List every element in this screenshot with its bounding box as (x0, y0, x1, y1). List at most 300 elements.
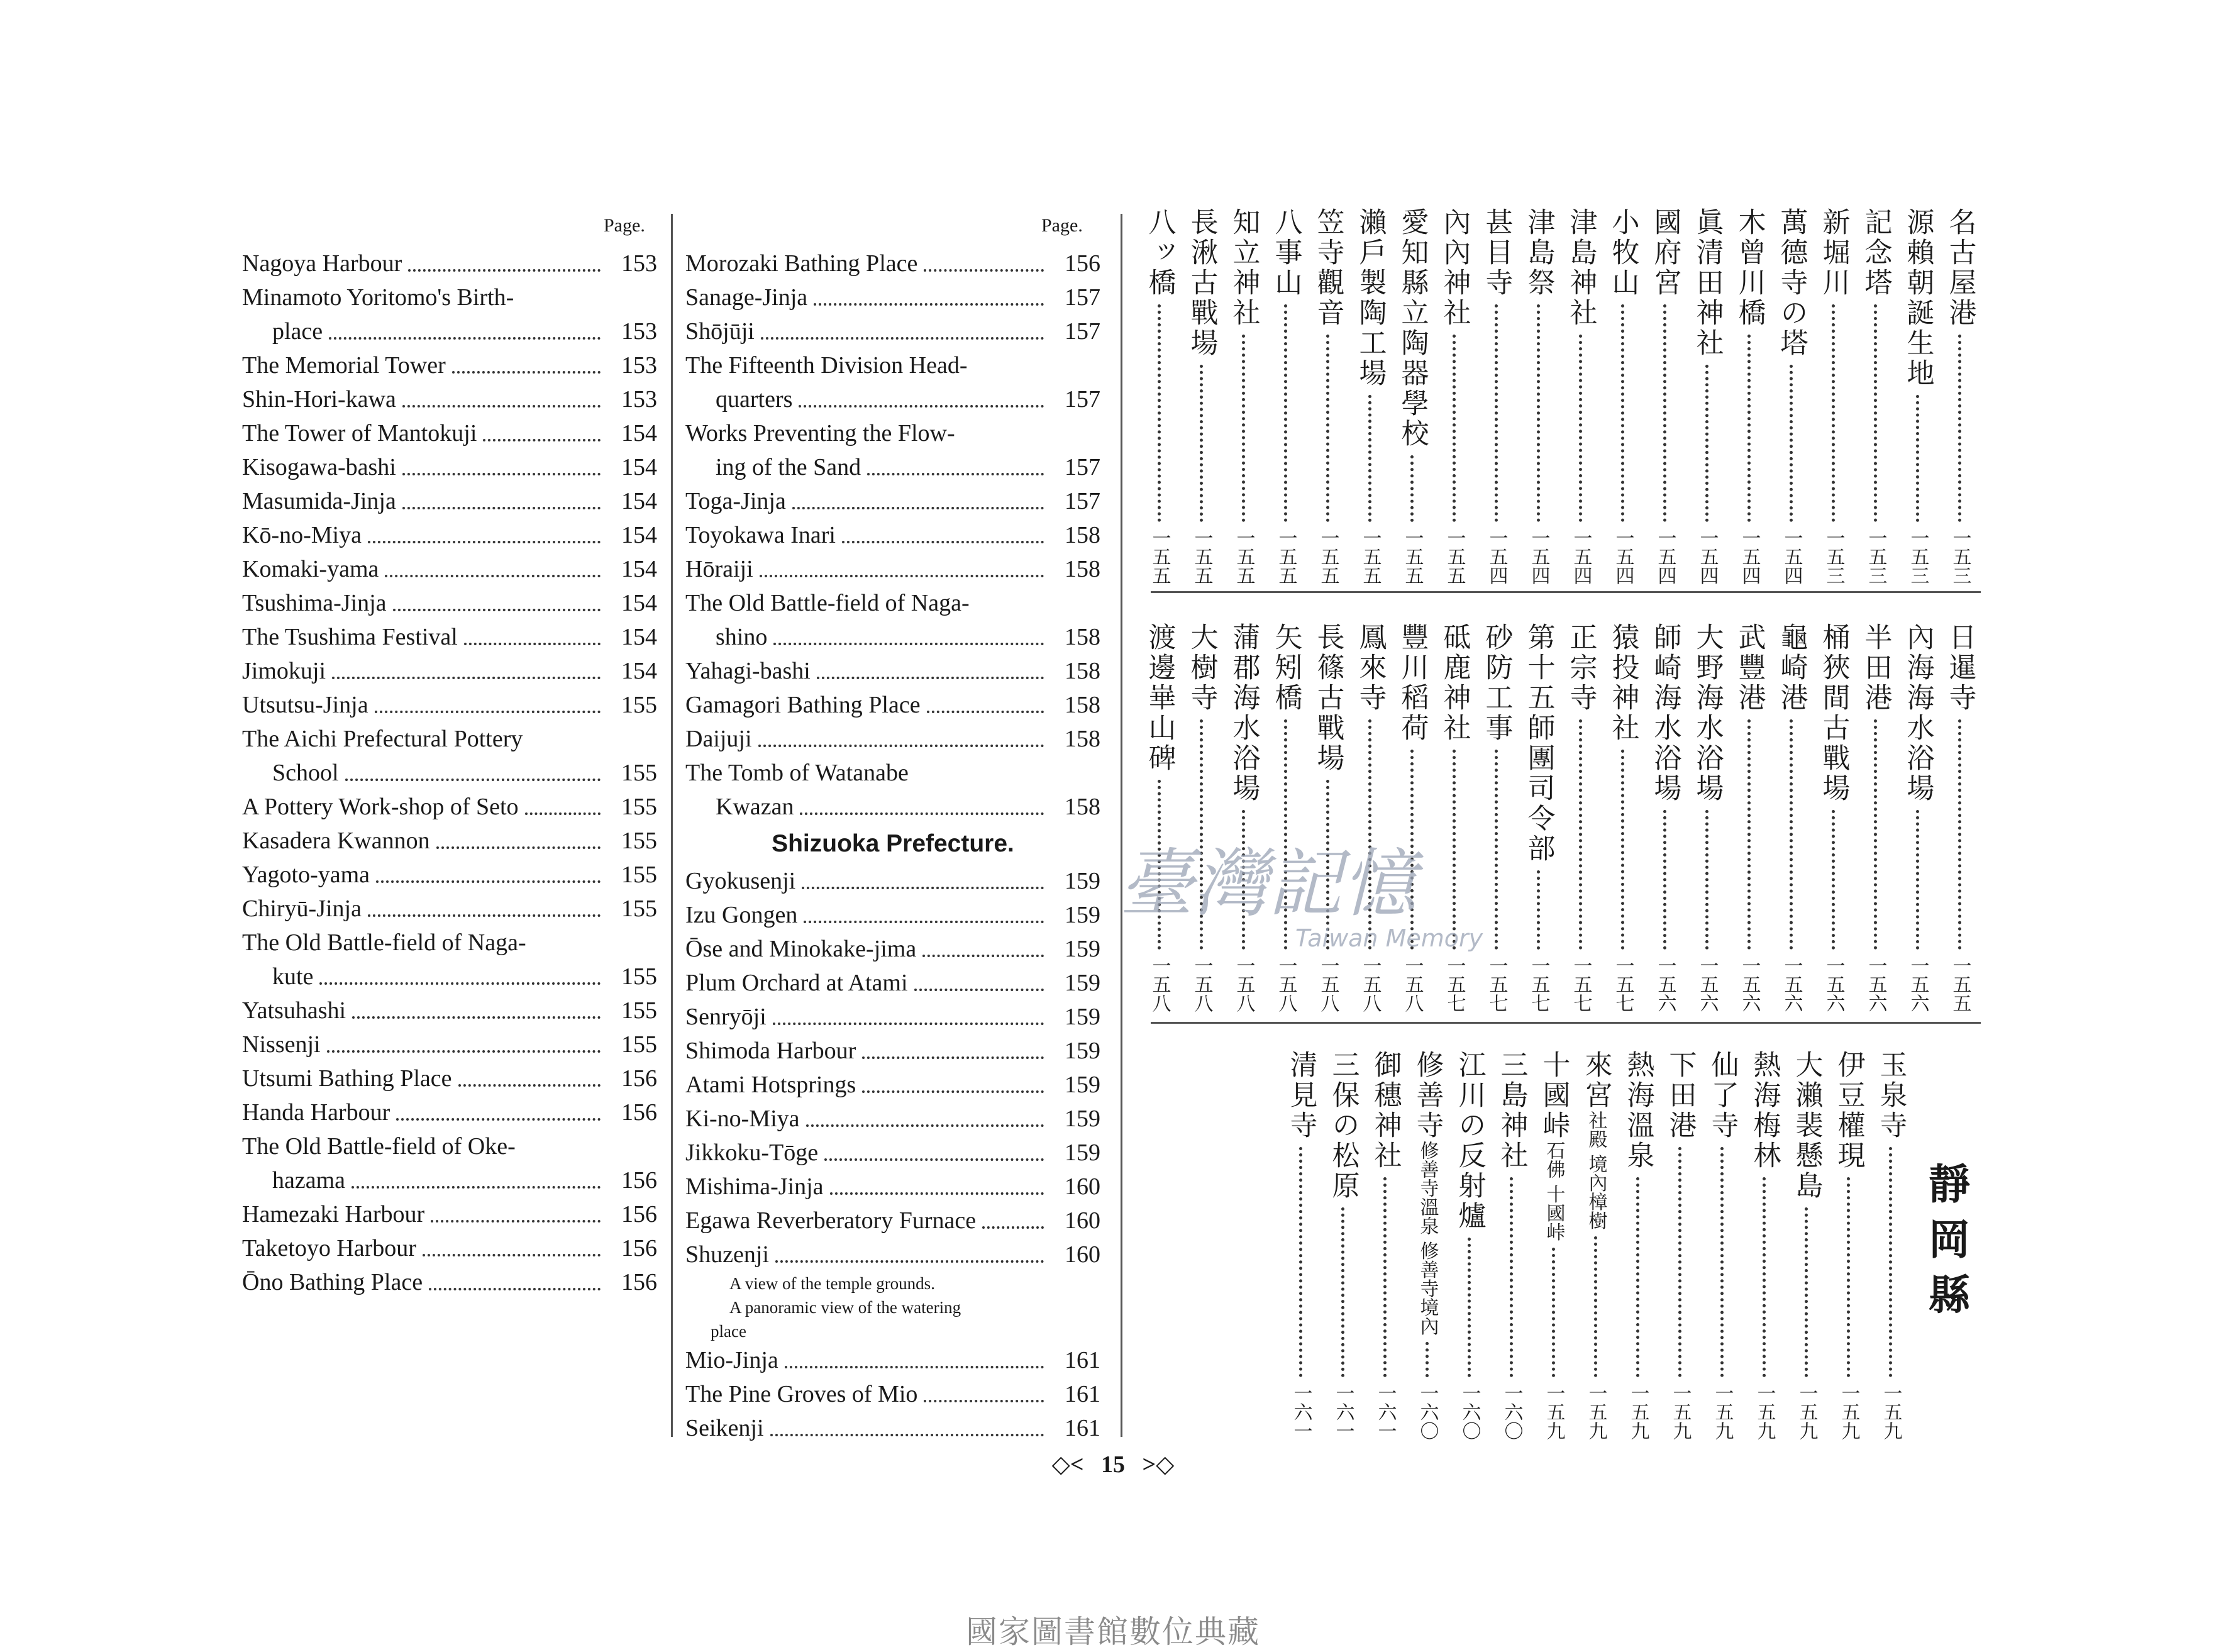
jp-entry-page: 一五四 (1570, 528, 1592, 585)
leader-dots (1874, 719, 1877, 950)
jp-index-entry (1222, 208, 1265, 585)
index-entry-page: 159 (1065, 1038, 1100, 1064)
index-entry-page: 156 (621, 1065, 657, 1092)
index-entry-title: Shōjūji (685, 318, 755, 345)
jp-entry-title: 日暹寺 (1944, 623, 1976, 713)
index-entry (242, 484, 657, 518)
leader-dots (1242, 335, 1245, 522)
jp-index-entry (1644, 208, 1686, 585)
index-entry-page: 158 (1065, 556, 1100, 582)
index-entry (685, 790, 1100, 824)
jp-index-entry (1517, 623, 1559, 1012)
index-entry-title: Jikkoku-Tōge (685, 1139, 819, 1166)
index-entry-page: 155 (621, 997, 657, 1024)
jp-entry-title: 津島祭 (1522, 208, 1555, 298)
index-entry-title: Mishima-Jinja (685, 1173, 824, 1200)
leader-dots (1889, 1147, 1892, 1377)
ornament-right: >◇ (1142, 1451, 1175, 1478)
index-entry-title: Shuzenji (685, 1241, 769, 1268)
jp-entry-page: 一五六 (1822, 956, 1845, 1012)
jp-entry-page: 一六〇 (1416, 1383, 1439, 1440)
leader-dots (1805, 1207, 1808, 1377)
jp-entry-page: 一五九 (1880, 1383, 1902, 1440)
leader-dots (799, 405, 1044, 407)
jp-entry-title: 名古屋港 (1944, 208, 1976, 328)
leader-dots (922, 955, 1044, 957)
leader-dots (1495, 304, 1498, 522)
index-entry (242, 960, 657, 994)
index-entry-title: The Aichi Prefectural Pottery (242, 726, 523, 752)
index-entry-title: Hamezaki Harbour (242, 1201, 425, 1228)
leader-dots (817, 677, 1044, 679)
jp-index-entry (1265, 623, 1307, 1012)
leader-dots (319, 982, 601, 985)
index-entry (685, 1238, 1100, 1272)
index-entry-page: 158 (1065, 624, 1100, 650)
index-entry (242, 994, 657, 1028)
index-entry-title: Chiryū-Jinja (242, 895, 362, 922)
index-entry-page: 153 (621, 352, 657, 379)
jp-entry-title: 木曾川橋 (1733, 208, 1766, 328)
leader-dots (1510, 1177, 1513, 1377)
jp-index-entry (1939, 208, 1981, 585)
jp-entry-page: 一五四 (1485, 528, 1508, 585)
leader-dots (1763, 1177, 1766, 1377)
index-entry-title: Shimoda Harbour (685, 1038, 856, 1064)
leader-dots (1579, 719, 1582, 950)
page-column-label: Page. (604, 215, 645, 236)
leader-dots (1383, 1177, 1387, 1377)
index-entry (685, 1068, 1100, 1102)
index-entry-page: 161 (1065, 1415, 1100, 1441)
leader-dots (1426, 1342, 1429, 1377)
index-entry-page: 155 (621, 862, 657, 888)
leader-dots (329, 337, 601, 340)
jp-index-entry (1939, 623, 1981, 1012)
index-entry-page: 154 (621, 624, 657, 650)
jp-index-entry (1349, 208, 1391, 585)
leader-dots (814, 303, 1044, 306)
index-column-left (242, 247, 657, 1299)
index-entry-continuation: kute (272, 963, 314, 990)
jp-index-entry (1701, 1050, 1743, 1440)
index-sub-note: A panoramic view of the watering (729, 1298, 961, 1317)
jp-entry-title: 三島神社 (1495, 1050, 1528, 1171)
leader-dots (1747, 719, 1751, 950)
leader-dots (396, 1118, 601, 1121)
index-sub-note: place (711, 1322, 746, 1341)
index-entry-title: The Fifteenth Division Head- (685, 352, 968, 379)
index-entry (685, 382, 1100, 416)
index-entry-title: Sanage-Jinja (685, 284, 808, 311)
jp-index-entry (1897, 623, 1939, 1012)
leader-dots (1705, 365, 1708, 522)
index-entry (242, 790, 657, 824)
leader-dots (1537, 304, 1540, 522)
leader-dots (770, 1434, 1044, 1436)
index-entry (685, 1000, 1100, 1034)
jp-entry-head (1536, 1050, 1571, 1141)
jp-index-entry (1222, 623, 1265, 1012)
index-entry-page: 160 (1065, 1207, 1100, 1234)
index-entry-page: 154 (621, 454, 657, 480)
jp-entry-head (1410, 1050, 1445, 1141)
jp-entry-title: 武豐港 (1733, 623, 1766, 713)
jp-entry-page: 一五七 (1485, 956, 1508, 1012)
leader-dots (802, 887, 1044, 889)
index-entry-title: Minamoto Yoritomo's Birth- (242, 284, 514, 311)
jp-entry-title: 龜崎港 (1775, 623, 1808, 713)
jp-entry-page: 一五八 (1275, 956, 1297, 1012)
leader-dots (1368, 395, 1371, 522)
jp-entry-title: 津島神社 (1564, 208, 1597, 328)
index-entry-page: 155 (621, 828, 657, 854)
jp-entry-title: 大野海水浴場 (1691, 623, 1724, 804)
index-entry-page: 159 (1065, 1139, 1100, 1166)
index-entry-title: Utsutsu-Jinja (242, 692, 368, 718)
leader-dots (927, 711, 1044, 713)
index-entry-page: 155 (621, 760, 657, 786)
jp-entry-page: 一五五 (1401, 528, 1424, 585)
column-divider (671, 214, 673, 1437)
index-entry-title: The Pine Groves of Mio (685, 1381, 918, 1407)
watermark-title: 臺灣記憶 (1119, 840, 1417, 927)
index-entry (685, 898, 1100, 932)
jp-entry-title: 甚目寺 (1480, 208, 1513, 298)
index-entry (242, 518, 657, 552)
leader-dots (924, 1400, 1044, 1402)
leader-dots (1958, 335, 1961, 522)
index-entry-title: Komaki-yama (242, 556, 379, 582)
jp-index-entry (1854, 623, 1897, 1012)
jp-entry-page: 一五五 (1275, 528, 1297, 585)
jp-index-entry (1138, 623, 1180, 1012)
jp-entry-page: 一五六 (1738, 956, 1761, 1012)
jp-entry-page: 一五八 (1232, 956, 1255, 1012)
jp-entry-title: 伊豆權現 (1832, 1050, 1865, 1171)
jp-entry-title: 蒲郡海水浴場 (1227, 623, 1260, 804)
jp-prefecture-heading: 靜岡縣 (1921, 1162, 1971, 1328)
index-entry-title: Handa Harbour (242, 1099, 390, 1126)
jp-index-row-2 (1138, 623, 1981, 1012)
leader-dots (385, 575, 601, 577)
jp-entry-title: 矢矧橋 (1270, 623, 1302, 713)
index-entry-page: 156 (1065, 250, 1100, 277)
leader-dots (402, 507, 601, 509)
leader-dots (775, 1260, 1044, 1263)
index-entry (685, 1102, 1100, 1136)
index-entry-title: The Tsushima Festival (242, 624, 458, 650)
index-entry-page: 158 (1065, 692, 1100, 718)
jp-entry-page: 一五六 (1780, 956, 1803, 1012)
jp-entry-title: 萬德寺の塔 (1775, 208, 1808, 358)
leader-dots (1158, 304, 1161, 522)
leader-dots (429, 1288, 601, 1290)
index-entry-title: Kisogawa-bashi (242, 454, 396, 480)
index-entry-title: Morozaki Bathing Place (685, 250, 918, 277)
jp-index-entry (1475, 623, 1517, 1012)
jp-entry-page: 一五八 (1359, 956, 1382, 1012)
jp-entry-title: 眞清田神社 (1691, 208, 1724, 358)
index-entry-title: Mio-Jinja (685, 1347, 778, 1373)
index-entry-page: 160 (1065, 1241, 1100, 1268)
jp-entry-title: 八事山 (1270, 208, 1302, 298)
jp-index-entry (1406, 1050, 1448, 1440)
index-entry (242, 586, 657, 620)
jp-entry-title: 熱海溫泉 (1622, 1050, 1654, 1171)
jp-index-entry (1827, 1050, 1869, 1440)
jp-entry-page: 一五四 (1654, 528, 1676, 585)
leader-dots (1621, 304, 1624, 522)
jp-entry-title: 第十五師團司令部 (1522, 623, 1555, 864)
leader-dots (1916, 395, 1919, 522)
index-entry-title: Ōse and Minokake-jima (685, 936, 917, 962)
index-entry-title: The Old Battle-field of Oke- (242, 1133, 516, 1160)
jp-entry-page: 一五六 (1696, 956, 1719, 1012)
jp-entry-page: 一五八 (1317, 956, 1339, 1012)
jp-entry-page: 一五九 (1585, 1383, 1607, 1440)
ornament-left: ◇< (1051, 1451, 1084, 1478)
index-entry-title: Izu Gongen (685, 902, 798, 928)
leader-dots (1341, 1207, 1344, 1377)
index-entry-page: 155 (621, 692, 657, 718)
index-entry (242, 1197, 657, 1231)
index-entry-title: Masumida-Jinja (242, 488, 396, 514)
jp-entry-title: 修善寺 (1411, 1050, 1444, 1141)
index-entry (685, 932, 1100, 966)
index-entry (685, 1411, 1100, 1445)
leader-dots (760, 575, 1044, 577)
leader-dots (1720, 1147, 1724, 1377)
jp-entry-title: 新堀川 (1817, 208, 1850, 298)
index-entry-page: 158 (1065, 522, 1100, 548)
footer-credit: 國家圖書館數位典藏 (966, 1614, 1260, 1650)
leader-dots (862, 1056, 1044, 1059)
leader-dots (352, 1016, 601, 1019)
index-entry (685, 484, 1100, 518)
jp-entry-title: 正宗寺 (1564, 623, 1597, 713)
jp-index-entry (1138, 208, 1180, 585)
jp-entry-page: 一六一 (1290, 1383, 1312, 1440)
leader-dots (1874, 304, 1877, 522)
leader-dots (483, 439, 601, 441)
index-entry-page: 154 (621, 522, 657, 548)
jp-entry-page: 一六一 (1374, 1383, 1397, 1440)
index-entry-title: Senryōji (685, 1004, 767, 1030)
jp-entry-title: 鳳來寺 (1354, 623, 1387, 713)
leader-dots (345, 779, 601, 781)
jp-index-entry (1785, 1050, 1827, 1440)
jp-entry-title: 熱海梅林 (1748, 1050, 1781, 1171)
index-entry-title: Plum Orchard at Atami (685, 970, 908, 996)
jp-prefecture-heading-cell (1912, 1050, 1981, 1440)
leader-dots (773, 1023, 1044, 1025)
jp-entry-note: 石佛 十國峠 (1542, 1141, 1565, 1241)
jp-entry-page: 一五三 (1907, 528, 1929, 585)
index-entry-title: Jimokuji (242, 658, 326, 684)
jp-entry-page: 一五三 (1822, 528, 1845, 585)
index-sub-note: A view of the temple grounds. (729, 1274, 935, 1293)
index-entry (685, 1204, 1100, 1238)
jp-entry-page: 一五九 (1542, 1383, 1565, 1440)
leader-dots (423, 1254, 601, 1256)
jp-index-entry (1617, 1050, 1659, 1440)
jp-entry-title: 砥鹿神社 (1438, 623, 1471, 743)
index-entry-page: 156 (621, 1099, 657, 1126)
leader-dots (1790, 719, 1793, 950)
jp-entry-page: 一五八 (1148, 956, 1171, 1012)
index-column-middle (685, 247, 1100, 1445)
jp-entry-page: 一五三 (1864, 528, 1887, 585)
leader-dots (393, 609, 601, 611)
jp-entry-title: 御穗神社 (1369, 1050, 1402, 1171)
index-entry-continuation: ing of the Sand (716, 454, 861, 480)
leader-dots (1468, 1238, 1471, 1377)
index-entry (242, 416, 657, 450)
index-entry (242, 1265, 657, 1299)
leader-dots (352, 1186, 601, 1189)
leader-dots (792, 507, 1044, 509)
jp-index-entry (1812, 208, 1854, 585)
index-entry-continuation: School (272, 760, 339, 786)
index-entry-title: Toga-Jinja (685, 488, 786, 514)
jp-index-entry (1180, 623, 1222, 1012)
index-entry-title: Nagoya Harbour (242, 250, 402, 277)
leader-dots (1552, 1248, 1555, 1377)
index-entry-page: 159 (1065, 970, 1100, 996)
leader-dots (1705, 810, 1708, 950)
jp-index-entry (1322, 1050, 1364, 1440)
jp-entry-title: 猿投神社 (1607, 623, 1639, 743)
jp-index-row-1 (1138, 208, 1981, 585)
jp-index-entry (1532, 1050, 1575, 1440)
index-entry (685, 722, 1100, 756)
jp-entry-title: 源賴朝誕生地 (1902, 208, 1934, 389)
leader-dots (1747, 335, 1751, 522)
jp-entry-title: 玉泉寺 (1874, 1050, 1907, 1141)
leader-dots (402, 473, 601, 475)
jp-entry-title: 記念塔 (1859, 208, 1892, 298)
jp-entry-title: 笠寺觀音 (1312, 208, 1344, 328)
index-entry-continuation: Kwazan (716, 794, 794, 820)
index-entry-title: The Tower of Mantokuji (242, 420, 477, 446)
index-entry-title: Seikenji (685, 1415, 764, 1441)
jp-index-entry (1559, 208, 1602, 585)
index-entry-title: Yagoto-yama (242, 862, 370, 888)
index-entry-page: 153 (621, 250, 657, 277)
jp-entry-title: 愛知縣立陶器學校 (1396, 208, 1429, 449)
jp-entry-page: 一五四 (1780, 528, 1803, 585)
index-entry-page: 155 (621, 1031, 657, 1058)
jp-entry-title: 瀨戶製陶工場 (1354, 208, 1387, 389)
index-entry-page: 159 (1065, 868, 1100, 894)
index-entry-title: Yatsuhashi (242, 997, 346, 1024)
index-entry (685, 450, 1100, 484)
jp-entry-title: 長湫古戰場 (1185, 208, 1218, 358)
index-entry-page: 155 (621, 895, 657, 922)
jp-entry-page: 一五六 (1907, 956, 1929, 1012)
leader-dots (332, 677, 601, 679)
jp-entry-page: 一五九 (1795, 1383, 1818, 1440)
jp-entry-page: 一五七 (1527, 956, 1550, 1012)
leader-dots (1284, 304, 1287, 522)
leader-dots (1299, 1147, 1302, 1377)
leader-dots (436, 846, 601, 849)
jp-index-entry (1686, 623, 1728, 1012)
jp-index-entry (1448, 1050, 1490, 1440)
leader-dots (1636, 1177, 1639, 1377)
index-entry-title: Kasadera Kwannon (242, 828, 430, 854)
leader-dots (1453, 335, 1456, 522)
index-entry-continuation: place (272, 318, 323, 345)
page-number-value: 15 (1101, 1451, 1125, 1478)
index-entry (685, 688, 1100, 722)
index-entry-page: 159 (1065, 1106, 1100, 1132)
jp-index-entry (1869, 1050, 1912, 1440)
jp-entry-page: 一五四 (1612, 528, 1634, 585)
leader-dots (408, 269, 601, 272)
index-entry-page: 158 (1065, 726, 1100, 752)
jp-entry-title: 大樹寺 (1185, 623, 1218, 713)
index-entry-page: 158 (1065, 658, 1100, 684)
leader-dots (824, 1158, 1044, 1161)
index-entry-page: 157 (1065, 318, 1100, 345)
jp-entry-page: 一五五 (1317, 528, 1339, 585)
index-entry-title: The Memorial Tower (242, 352, 446, 379)
index-entry-page: 156 (621, 1167, 657, 1194)
index-entry (242, 892, 657, 926)
leader-dots (1958, 719, 1961, 950)
jp-index-entry (1280, 1050, 1322, 1440)
jp-index-entry (1349, 623, 1391, 1012)
index-entry (685, 314, 1100, 348)
jp-entry-title: 仙了寺 (1706, 1050, 1739, 1141)
index-entry (242, 1163, 657, 1197)
jp-entry-page: 一五九 (1669, 1383, 1692, 1440)
index-entry-page: 153 (621, 386, 657, 413)
leader-dots (375, 711, 601, 713)
jp-index-entry (1644, 623, 1686, 1012)
jp-entry-page: 一五四 (1696, 528, 1719, 585)
leader-dots (982, 1226, 1044, 1229)
leader-dots (773, 643, 1044, 645)
jp-entry-page: 一五四 (1527, 528, 1550, 585)
index-entry (685, 247, 1100, 280)
jp-entry-title: 下田港 (1664, 1050, 1697, 1141)
index-entry-title: The Old Battle-field of Naga- (685, 590, 970, 616)
index-entry (685, 1343, 1100, 1377)
index-entry-title: The Old Battle-field of Naga- (242, 929, 526, 956)
index-entry-page: 159 (1065, 936, 1100, 962)
leader-dots (800, 812, 1044, 815)
jp-entry-page: 一五七 (1570, 956, 1592, 1012)
index-entry-title: Daijuji (685, 726, 752, 752)
jp-index-entry (1490, 1050, 1532, 1440)
jp-entry-title: 國府宮 (1649, 208, 1681, 298)
jp-index-entry (1307, 208, 1349, 585)
jp-entry-note: 社殿 境內樟樹 (1585, 1111, 1607, 1230)
index-entry-page: 160 (1065, 1173, 1100, 1200)
index-entry (242, 1062, 657, 1095)
index-entry-page: 157 (1065, 488, 1100, 514)
leader-dots (1790, 365, 1793, 522)
leader-dots (1495, 750, 1498, 950)
leader-dots (1663, 810, 1666, 950)
index-entry-page: 156 (621, 1235, 657, 1261)
leader-dots (914, 989, 1044, 991)
leader-dots (867, 473, 1044, 475)
jp-entry-title: 清見寺 (1285, 1050, 1317, 1141)
